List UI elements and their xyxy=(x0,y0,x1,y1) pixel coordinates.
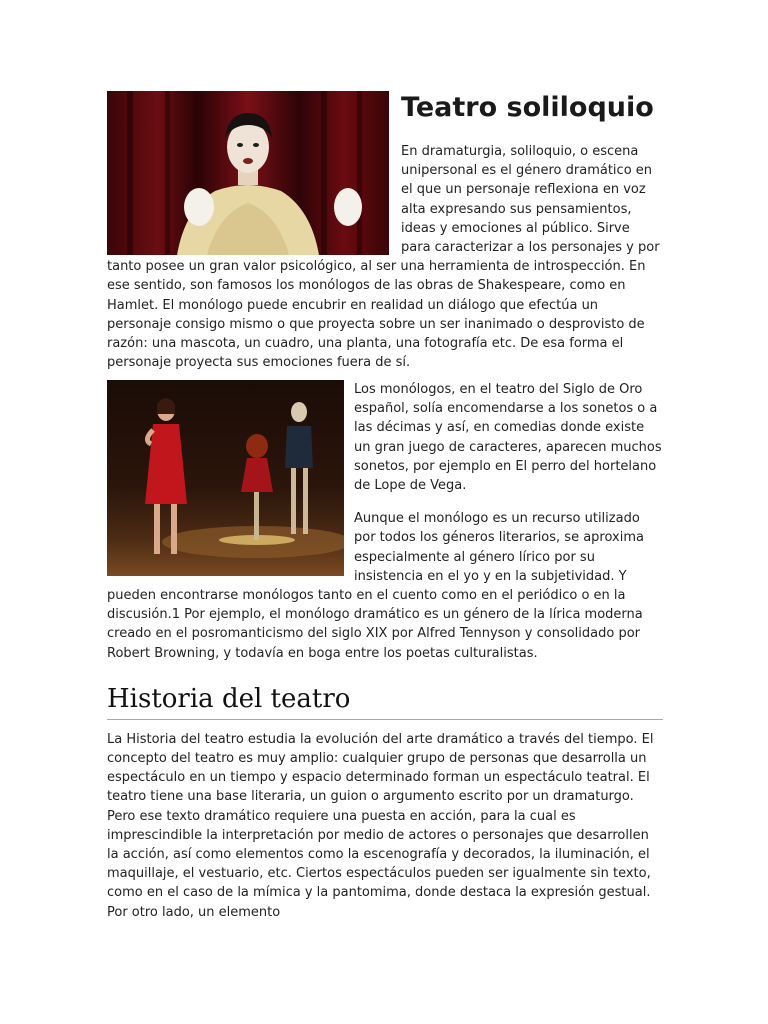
history-paragraph: La Historia del teatro estudia la evolución del arte dramático a través del tiempo. El concepto del teatro es muy amplio: cualquier grupo de personas que desarrolla un espectáculo en un tiempo y espacio determinado forman un espectáculo teatral. El teatro tiene una base literaria, un guion o argumento escrito por un dramaturgo. Pero ese texto dramático requiere una puesta en acción, para la cual es imprescindible la interpretación por medio de actores o personajes que desarrollen la acción, así como elementos como la escenografía y decorados, la iluminación, el maquillaje, el vestuario, etc. Ciertos espectáculos pueden ser igualmente sin texto, como en el caso de la mímica y la pantomima, donde destaca la expresión gestual. Por otro lado, un elemento xyxy=(107,731,654,920)
lyric-genre-paragraph: Aunque el monólogo es un recurso utilizado por todos los géneros literarios, se aproxima especialmente al género lírico por su insistencia en el yo y en la subjetividad. Y pueden encontrarse monólogos tanto en el cuento como en el periódico o en la discusión.1 Por ejemplo, el monólogo dramático es un género de la lírica moderna creado en el posromanticismo del siglo XIX por Alfred Tennyson y consolidado por Robert Browning, y todavía en boga entre los poetas culturalistas. xyxy=(107,511,644,661)
intro-paragraph: En dramaturgia, soliloquio, o escena unipersonal es el género dramático en el que un personaje reflexiona en voz alta expresando sus pensamientos, ideas y emociones al público. Sirve para caracterizar a los personajes y por tanto posee un gran valor psicológico, al ser una herramienta de introspección. En ese sentido, son famosos los monólogos de las obras de Shakespeare, como en Hamlet. El monólogo puede encubrir en realidad un diálogo que efectúa un personaje consigo mismo o que proyecta sobre un ser inanimado o desprovisto de razón: una mascota, un cuadro, una planta, una fotografía etc. De esa forma el personaje proyecta sus emociones fuera de sí. xyxy=(107,144,660,371)
image2-spacer xyxy=(107,383,344,579)
actor-soliloquy-illustration xyxy=(107,91,389,255)
actor-soliloquy-photo xyxy=(107,91,389,255)
second-block xyxy=(107,380,663,922)
section-heading: Historia del teatro xyxy=(107,683,663,720)
document-page xyxy=(107,88,663,372)
golden-age-paragraph: Los monólogos, en el teatro del Siglo de Oro español, solía encomendarse a los sonetos o a las décimas y así, en comedias donde existe un gran juego de caracteres, aparecen muchos sonetos, por ejemplo en El perro del hortelano de Lope de Vega. xyxy=(354,382,662,494)
page-title: Teatro soliloquio xyxy=(401,92,654,123)
